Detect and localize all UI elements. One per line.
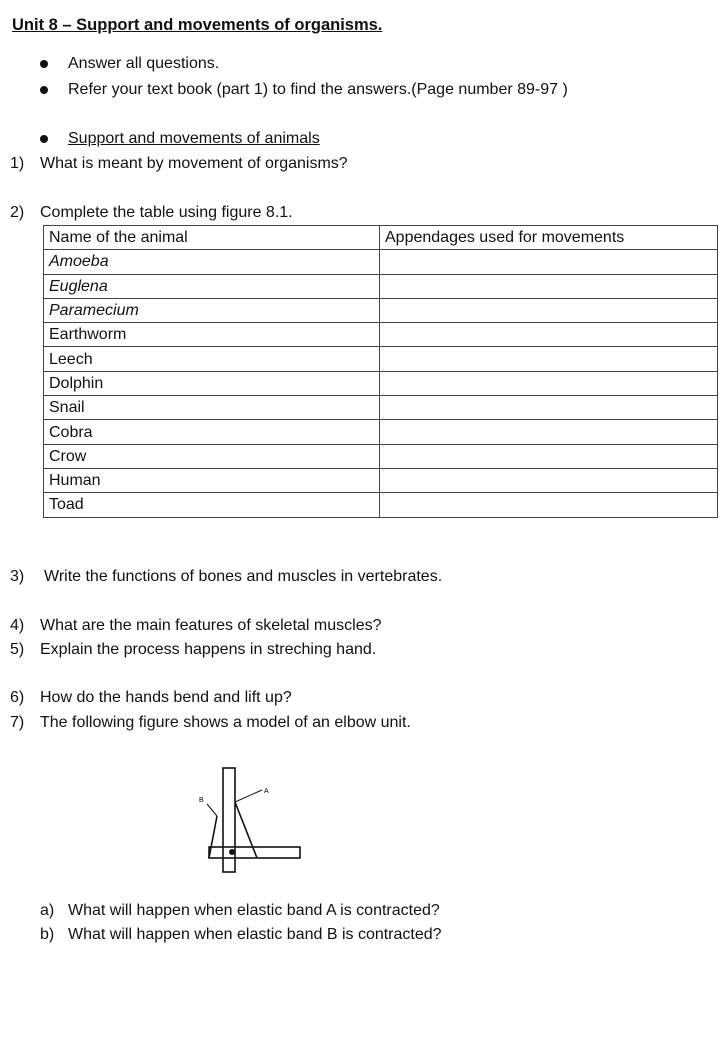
question-number: 6) — [10, 689, 25, 706]
elastic-band-b — [209, 816, 217, 858]
question-3: Write the functions of bones and muscles in vertebrates. — [44, 568, 443, 585]
question-7: The following figure shows a model of an elbow unit. — [40, 714, 411, 731]
question-number: 5) — [10, 641, 25, 658]
upper-arm-bar — [223, 768, 235, 872]
answer-cell[interactable] — [380, 323, 718, 347]
animal-name: Paramecium — [44, 298, 380, 322]
question-number: 3) — [10, 568, 25, 585]
answer-cell[interactable] — [380, 493, 718, 517]
table-row — [44, 493, 718, 517]
animal-name: Amoeba — [44, 250, 380, 274]
instruction-1: Answer all questions. — [68, 55, 220, 72]
answer-cell[interactable] — [380, 371, 718, 395]
question-number: 7) — [10, 714, 25, 731]
animal-name: Cobra — [44, 420, 380, 444]
question-6: How do the hands bend and lift up? — [40, 689, 292, 706]
instruction-2: Refer your text book (part 1) to find the answers.(Page number 89-97 ) — [68, 81, 568, 98]
answer-cell[interactable] — [380, 274, 718, 298]
elbow-joint-pivot — [229, 849, 235, 855]
table-row — [44, 371, 718, 395]
animal-name: Crow — [44, 444, 380, 468]
column-header: Name of the animal — [44, 226, 380, 250]
animal-name: Leech — [44, 347, 380, 371]
answer-cell[interactable] — [380, 444, 718, 468]
table-row — [44, 420, 718, 444]
subquestion-a: What will happen when elastic band A is contracted? — [68, 902, 440, 919]
question-number: 2) — [10, 204, 25, 221]
answer-cell[interactable] — [380, 468, 718, 492]
bullet-icon — [40, 86, 48, 94]
table-row — [44, 396, 718, 420]
elastic-band-a — [235, 802, 257, 858]
subquestion-number: a) — [40, 902, 55, 919]
elbow-model-figure — [190, 760, 310, 880]
subquestion-b: What will happen when elastic band B is contracted? — [68, 926, 442, 943]
table-row — [44, 347, 718, 371]
animal-name: Snail — [44, 396, 380, 420]
label-b-leader — [207, 804, 217, 816]
animal-name: Earthworm — [44, 323, 380, 347]
question-1: What is meant by movement of organisms? — [40, 155, 348, 172]
answer-cell[interactable] — [380, 347, 718, 371]
answer-cell[interactable] — [380, 420, 718, 444]
table-row — [44, 323, 718, 347]
animal-name: Toad — [44, 493, 380, 517]
table-row — [44, 274, 718, 298]
table-header-row — [44, 226, 718, 250]
question-5: Explain the process happens in streching hand. — [40, 641, 377, 658]
subquestion-number: b) — [40, 926, 55, 943]
label-b: B — [199, 797, 204, 804]
answer-cell[interactable] — [380, 250, 718, 274]
animal-table — [43, 225, 718, 518]
bullet-icon — [40, 135, 48, 143]
table-row — [44, 468, 718, 492]
bullet-icon — [40, 60, 48, 68]
question-4: What are the main features of skeletal muscles? — [40, 617, 382, 634]
question-number: 4) — [10, 617, 25, 634]
animal-name: Dolphin — [44, 371, 380, 395]
table-row — [44, 444, 718, 468]
animal-name: Euglena — [44, 274, 380, 298]
question-2: Complete the table using figure 8.1. — [40, 204, 293, 221]
question-number: 1) — [10, 155, 25, 172]
table-row — [44, 298, 718, 322]
label-a: A — [264, 788, 269, 795]
animal-name: Human — [44, 468, 380, 492]
section-heading: Support and movements of animals — [68, 130, 320, 147]
answer-cell[interactable] — [380, 396, 718, 420]
column-header: Appendages used for movements — [380, 226, 718, 250]
label-a-leader — [235, 790, 262, 802]
table-row — [44, 250, 718, 274]
page-title: Unit 8 – Support and movements of organisms. — [12, 16, 383, 34]
answer-cell[interactable] — [380, 298, 718, 322]
